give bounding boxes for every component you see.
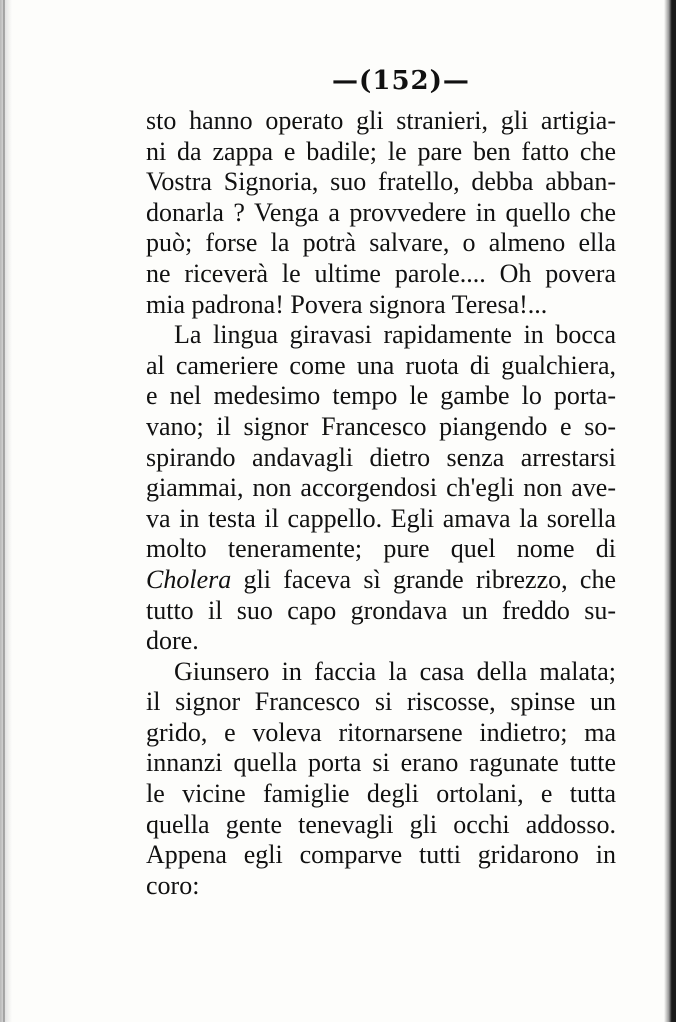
paragraph-2 [146, 320, 616, 657]
text-line: le vicine famiglie degli ortolani, e tutta [146, 779, 616, 809]
text-line: Giunsero in faccia la casa della malata; [174, 656, 616, 686]
text-line: coro: [146, 870, 200, 900]
text-line: va in testa il cappello. Egli amava la sorella [146, 503, 616, 533]
page-body [146, 106, 616, 901]
text-line: vano; il signor Francesco piangendo e so- [146, 411, 616, 441]
text-line: Vostra Signoria, suo fratello, debba abban- [146, 167, 616, 197]
text-line: tutto il suo capo grondava un freddo su- [146, 595, 616, 625]
page-left-edge [0, 0, 12, 1022]
text-line: giammai, non accorgendosi ch'egli non ave- [146, 473, 616, 503]
text-line: innanzi quella porta si erano ragunate tutte [146, 748, 616, 778]
text-fragment: gli faceva sì grande ribrezzo, che [243, 564, 616, 594]
page-left-edge-line [3, 0, 5, 1022]
text-line: Appena egli comparve tutti gridarono in [146, 840, 616, 870]
text-line: grido, e voleva ritornarsene indietro; ma [146, 717, 616, 747]
page-right-edge [664, 0, 676, 1022]
text-line: molto teneramente; pure quel nome di [146, 534, 616, 564]
text-line: al cameriere come una ruota di gualchiera, [146, 350, 616, 380]
text-line: dore. [146, 626, 199, 656]
text-line: donarla ? Venga a provvedere in quello che [146, 197, 616, 227]
text-line: il signor Francesco si riscosse, spinse un [146, 687, 616, 717]
page-header [0, 66, 676, 96]
text-line: ni da zappa e badile; le pare ben fatto che [146, 136, 616, 166]
text-line: sto hanno operato gli stranieri, gli artigia- [146, 106, 616, 135]
text-line-with-italic [146, 565, 616, 596]
text-line: e nel medesimo tempo le gambe lo porta- [146, 381, 616, 411]
page-number: —(152)— [332, 66, 470, 96]
text-line: spirando andavagli dietro senza arrestarsi [146, 442, 616, 472]
text-line: mia padrona! Povera signora Teresa!... [146, 289, 548, 319]
paragraph-3 [146, 657, 616, 902]
text-line: può; forse la potrà salvare, o almeno ella [146, 228, 616, 258]
text-line: La lingua giravasi rapidamente in bocca [174, 320, 616, 350]
text-line: ne riceverà le ultime parole.... Oh povera [146, 258, 616, 288]
text-line: quella gente tenevagli gli occhi addosso. [146, 809, 616, 839]
paragraph-1 [146, 106, 616, 320]
italic-word-cholera: Cholera [146, 564, 232, 594]
